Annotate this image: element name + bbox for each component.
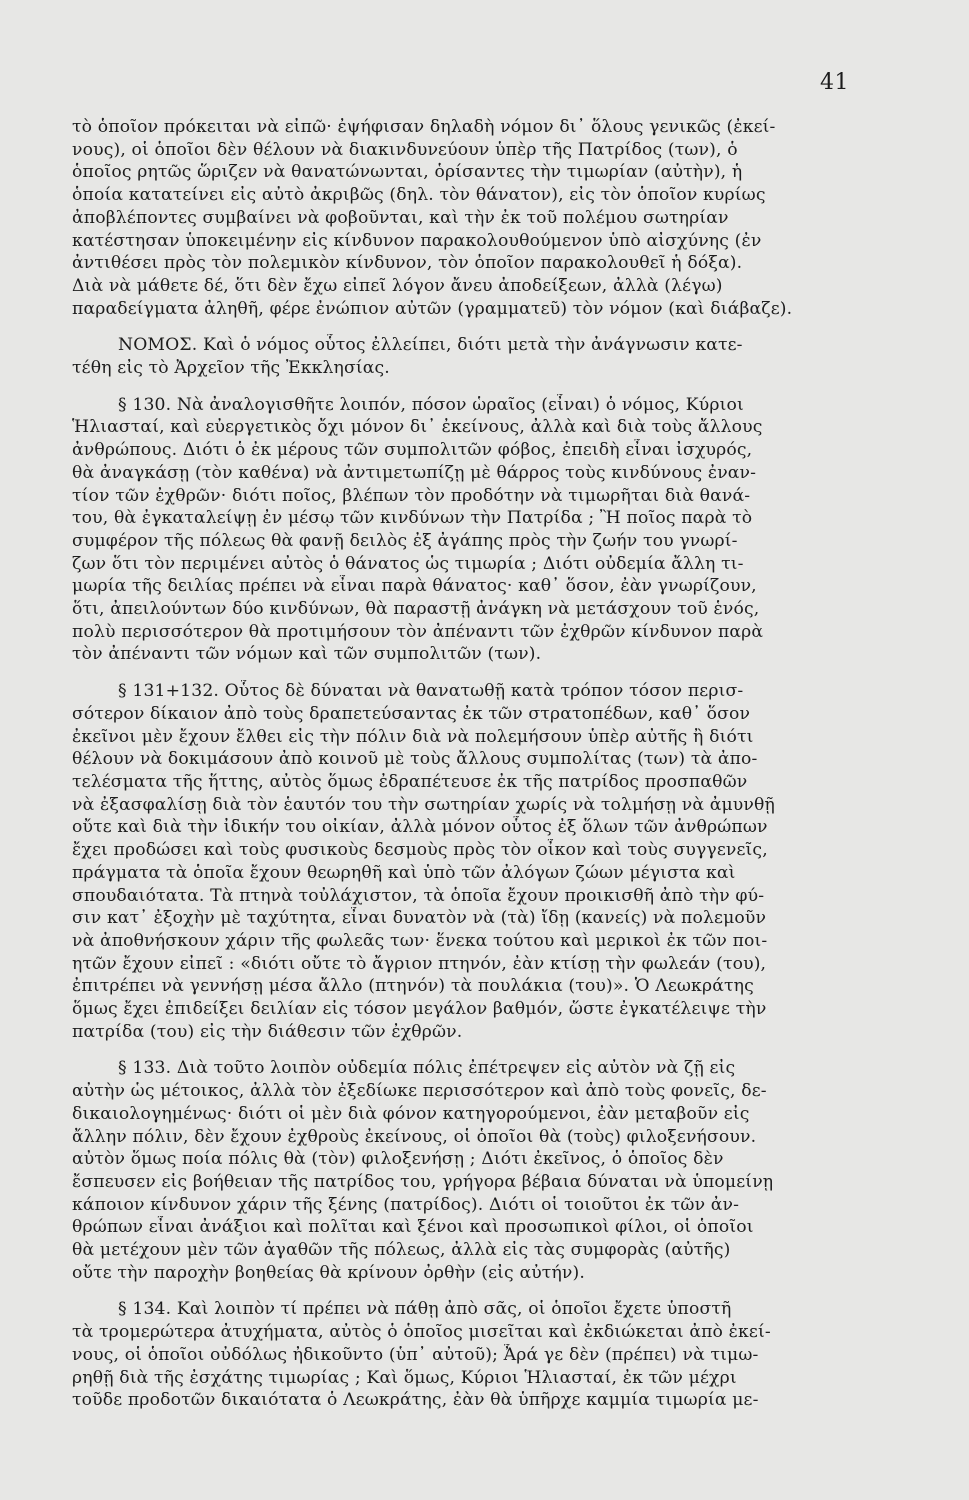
- text-line: τὸ ὁποῖον πρόκειται νὰ εἰπῶ· ἐψήφισαν δηλαδὴ νόμον δι᾽ ὅλους γενικῶς (ἐκεί-: [72, 117, 776, 137]
- text-line: § 134. Καὶ λοιπὸν τί πρέπει νὰ πάθῃ ἀπὸ σᾶς, οἱ ὁποῖοι ἔχετε ὑποστῆ: [118, 1299, 732, 1320]
- paragraph-gap: [72, 666, 872, 680]
- text-line: πολὺ περισσότερον θὰ προτιμήσουν τὸν ἀπέναντι τῶν ἐχθρῶν κίνδυνον παρὰ: [72, 621, 764, 642]
- text-line: ἐκεῖνοι μὲν ἔχουν ἔλθει εἰς τὴν πόλιν διὰ νὰ πολεμήσουν ὑπὲρ αὐτῆς ἢ διότι: [72, 726, 754, 747]
- text-line: του, θὰ ἐγκαταλείψῃ ἐν μέσῳ τῶν κινδύνων τὴν Πατρίδα ; Ἢ ποῖος παρὰ τὸ: [72, 508, 753, 529]
- text-line: οὔτε καὶ διὰ τὴν ἰδικήν του οἰκίαν, ἀλλὰ μόνον οὗτος ἐξ ὅλων τῶν ἀνθρώπων: [72, 817, 768, 838]
- paragraph-p1: [72, 116, 872, 320]
- text-line: ητῶν ἔχουν εἰπεῖ : «διότι οὔτε τὸ ἄγριον πτηνόν, ἐὰν κτίσῃ τὴν φωλεάν (του),: [72, 953, 767, 974]
- paragraph-gap: [72, 380, 872, 394]
- text-line: § 131+132. Οὗτος δὲ δύναται νὰ θανατωθῇ κατὰ τρόπον τόσον περισ-: [118, 681, 744, 702]
- text-line: τοῦδε προδοτῶν δικαιότατα ὁ Λεωκράτης, ἐὰν θὰ ὑπῆρχε καμμία τιμωρία με-: [72, 1390, 759, 1411]
- text-line: ἔσπευσεν εἰς βοήθειαν τῆς πατρίδος του, γρήγορα βέβαια δύναται νὰ ὑπομείνῃ: [72, 1171, 774, 1192]
- text-line: ἐπιτρέπει νὰ γεννήσῃ μέσα ἄλλο (πτηνόν) τὰ πουλάκια (του)». Ὁ Λεωκράτης: [72, 976, 754, 997]
- text-line: θρώπων εἶναι ἀνάξιοι καὶ πολῖται καὶ ξένοι καὶ προσωπικοὶ φίλοι, οἱ ὁποῖοι: [72, 1217, 754, 1238]
- text-line: ὅτι, ἀπειλούντων δύο κινδύνων, θὰ παραστῇ ἀνάγκη νὰ μετάσχουν τοῦ ἑνός,: [72, 599, 760, 620]
- text-line: ὁποῖος ρητῶς ὥριζεν νὰ θανατώνωνται, ὁρίσαντες τὴν τιμωρίαν (αὐτὴν), ἡ: [72, 162, 743, 183]
- text-line: συμφέρον τῆς πόλεως θὰ φανῇ δειλὸς ἐξ ἀγάπης πρὸς τὴν ζωήν του γνωρί-: [72, 530, 738, 551]
- paragraph-gap: [72, 1284, 872, 1298]
- text-line: ὅμως ἔχει ἐπιδείξει δειλίαν εἰς τόσον μεγάλον βαθμόν, ὥστε ἐγκατέλειψε τὴν: [72, 999, 767, 1020]
- text-line: Ἡλιασταί, καὶ εὐεργετικὸς ὄχι μόνον δι᾽ ἐκείνους, ἀλλὰ καὶ διὰ τοὺς ἄλλους: [72, 417, 763, 438]
- text-line: κάποιον κίνδυνον χάριν τῆς ξένης (πατρίδος). Διότι οἱ τοιοῦτοι ἐκ τῶν ἀν-: [72, 1194, 740, 1215]
- text-line: ἔχει προδώσει καὶ τοὺς φυσικοὺς δεσμοὺς πρὸς τὸν οἶκον καὶ τοὺς συγγενεῖς,: [72, 840, 768, 861]
- text-line: ἀντιθέσει πρὸς τὸν πολεμικὸν κίνδυνον, τὸν ὁποῖον παρακολουθεῖ ἡ δόξα).: [72, 253, 743, 274]
- text-line: τέθη εἰς τὸ Ἀρχεῖον τῆς Ἐκκλησίας.: [72, 358, 390, 379]
- text-line: § 130. Νὰ ἀναλογισθῆτε λοιπόν, πόσον ὡραῖος (εἶναι) ὁ νόμος, Κύριοι: [118, 394, 744, 415]
- text-line: ΝΟΜΟΣ. Καὶ ὁ νόμος οὗτος ἐλλείπει, διότι μετὰ τὴν ἀνάγνωσιν κατε-: [118, 335, 743, 356]
- text-line: κατέστησαν ὑποκειμένην εἰς κίνδυνον παρακολουθούμενον ὑπὸ αἰσχύνης (ἐν: [72, 230, 762, 251]
- text-line: νὰ ἐξασφαλίσῃ διὰ τὸν ἑαυτόν του τὴν σωτηρίαν χωρίς νὰ τολμήσῃ νὰ ἀμυνθῇ: [72, 794, 775, 815]
- text-line: νους), οἱ ὁποῖοι δὲν θέλουν νὰ διακινδυνεύουν ὑπὲρ τῆς Πατρίδος (των), ὁ: [72, 139, 738, 160]
- text-line: νους, οἱ ὁποῖοι οὐδόλως ἠδικοῦντο (ὑπ᾽ αὐτοῦ); Ἆρά γε δὲν (πρέπει) νὰ τιμω-: [72, 1344, 759, 1365]
- text-line: δικαιολογημένως· διότι οἱ μὲν διὰ φόνον κατηγορούμενοι, ἐὰν μεταβοῦν εἰς: [72, 1103, 750, 1124]
- paragraph-p2: [72, 334, 872, 379]
- paragraph-p6: [72, 1298, 872, 1412]
- paragraph-gap: [72, 320, 872, 334]
- text-line: οὔτε τὴν παροχὴν βοηθείας θὰ κρίνουν ὀρθὴν (εἰς αὐτήν).: [72, 1262, 585, 1283]
- text-line: ρηθῇ διὰ τῆς ἐσχάτης τιμωρίας ; Καὶ ὅμως, Κύριοι Ἡλιασταί, ἐκ τῶν μέχρι: [72, 1367, 737, 1388]
- text-line: ἀποβλέποντες συμβαίνει νὰ φοβοῦνται, καὶ τὴν ἐκ τοῦ πολέμου σωτηρίαν: [72, 207, 729, 228]
- paragraph-p4: [72, 680, 872, 1043]
- text-line: παραδείγματα ἀληθῆ, φέρε ἐνώπιον αὐτῶν (γραμματεῦ) τὸν νόμον (καὶ διάβαζε).: [72, 298, 793, 319]
- text-line: αὐτὸν ὅμως ποία πόλις θὰ (τὸν) φιλοξενήσῃ ; Διότι ἐκεῖνος, ὁ ὁποῖος δὲν: [72, 1149, 724, 1170]
- paragraph-p3: [72, 394, 872, 666]
- page-number: 41: [820, 70, 849, 95]
- text-line: πατρίδα (του) εἰς τὴν διάθεσιν τῶν ἐχθρῶν.: [72, 1021, 463, 1042]
- text-line: τὰ τρομερώτερα ἀτυχήματα, αὐτὸς ὁ ὁποῖος μισεῖται καὶ ἐκδιώκεται ἀπὸ ἐκεί-: [72, 1322, 771, 1343]
- text-line: πράγματα τὰ ὁποῖα ἔχουν θεωρηθῆ καὶ ὑπὸ τῶν ἀλόγων ζώων μέγιστα καὶ: [72, 862, 736, 883]
- paragraph-p5: [72, 1057, 872, 1284]
- text-line: ὁποία κατατείνει εἰς αὐτὸ ἀκριβῶς (δηλ. τὸν θάνατον), εἰς τὸν ὁποῖον κυρίως: [72, 185, 766, 206]
- text-line: σιν κατ᾽ ἐξοχὴν μὲ ταχύτητα, εἶναι δυνατὸν νὰ (τὰ) ἴδῃ (κανείς) νὰ πολεμοῦν: [72, 908, 767, 929]
- text-line: νὰ ἀποθνήσκουν χάριν τῆς φωλεᾶς των· ἕνεκα τούτου καὶ μερικοὶ ἐκ τῶν ποι-: [72, 930, 768, 951]
- text-line: αὐτὴν ὡς μέτοικος, ἀλλὰ τὸν ἐξεδίωκε περισσότερον καὶ ἀπὸ τοὺς φονεῖς, δε-: [72, 1081, 767, 1102]
- text-line: τελέσματα τῆς ἥττης, αὐτὸς ὅμως ἐδραπέτευσε ἐκ τῆς πατρίδος προσπαθῶν: [72, 771, 748, 792]
- text-line: § 133. Διὰ τοῦτο λοιπὸν οὐδεμία πόλις ἐπέτρεψεν εἰς αὐτὸν νὰ ζῇ εἰς: [118, 1058, 736, 1079]
- text-line: ἄλλην πόλιν, δὲν ἔχουν ἐχθροὺς ἐκείνους, οἱ ὁποῖοι θὰ (τοὺς) φιλοξενήσουν.: [72, 1126, 757, 1147]
- text-line: ζων ὅτι τὸν περιμένει αὐτὸς ὁ θάνατος ὡς τιμωρία ; Διότι οὐδεμία ἄλλη τι-: [72, 553, 744, 574]
- text-line: θέλουν νὰ δοκιμάσουν ἀπὸ κοινοῦ μὲ τοὺς ἄλλους συμπολίτας (των) τὰ ἀπο-: [72, 749, 758, 770]
- text-line: σπουδαιότατα. Τὰ πτηνὰ τοὐλάχιστον, τὰ ὁποῖα ἔχουν προικισθῆ ἀπὸ τὴν φύ-: [72, 885, 765, 906]
- text-line: τίον τῶν ἐχθρῶν· διότι ποῖος, βλέπων τὸν προδότην νὰ τιμωρῆται διὰ θανά-: [72, 485, 751, 506]
- text-line: Διὰ νὰ μάθετε δέ, ὅτι δὲν ἔχω εἰπεῖ λόγον ἄνευ ἀποδείξεων, ἀλλὰ (λέγω): [72, 275, 723, 296]
- text-line: θὰ μετέχουν μὲν τῶν ἀγαθῶν τῆς πόλεως, ἀλλὰ εἰς τὰς συμφορὰς (αὐτῆς): [72, 1240, 731, 1261]
- paragraph-gap: [72, 1043, 872, 1057]
- text-line: μωρία τῆς δειλίας πρέπει νὰ εἶναι παρὰ θάνατος· καθ᾽ ὅσον, ἐὰν γνωρίζουν,: [72, 576, 757, 597]
- document-body: [72, 116, 872, 1412]
- text-line: ἀνθρώπους. Διότι ὁ ἐκ μέρους τῶν συμπολιτῶν φόβος, ἐπειδὴ εἶναι ἰσχυρός,: [72, 440, 753, 461]
- text-line: τὸν ἀπέναντι τῶν νόμων καὶ τῶν συμπολιτῶν (των).: [72, 644, 542, 665]
- text-line: σότερον δίκαιον ἀπὸ τοὺς δραπετεύσαντας ἐκ τῶν στρατοπέδων, καθ᾽ ὅσον: [72, 703, 751, 724]
- text-line: θὰ ἀναγκάσῃ (τὸν καθένα) νὰ ἀντιμετωπίζῃ μὲ θάρρος τοὺς κινδύνους ἐναν-: [72, 462, 757, 483]
